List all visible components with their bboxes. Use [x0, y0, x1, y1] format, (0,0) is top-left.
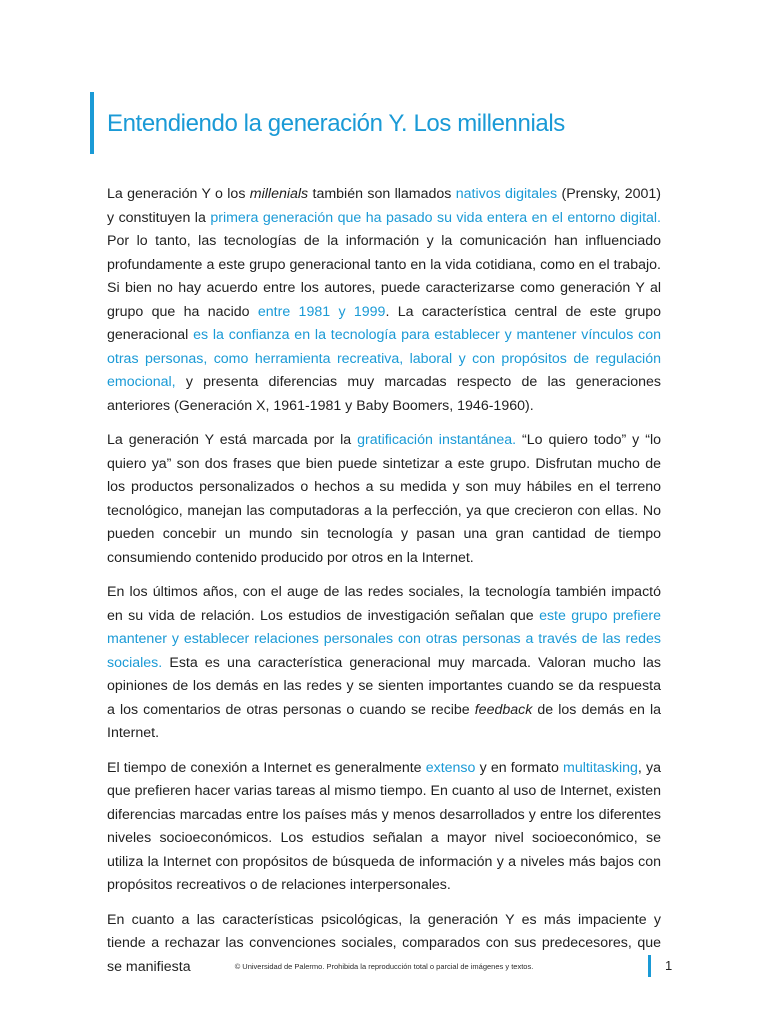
page-title: Entendiendo la generación Y. Los millennials: [107, 110, 565, 137]
text-run: y en formato: [475, 759, 563, 776]
text-run: también son llamados: [308, 186, 456, 202]
text-run: “Lo quiero todo” y “lo quiero ya” son dos frases que bien puede sintetizar a este grupo. Disfrutan mucho de los productos personalizados o hechos a su medida y son muy hábiles en el terreno tecnológico, manejan las computadoras a la perfección, ya que crecieron con ellas. No pueden concebir un mundo sin tecnología y pasan una gran cantidad de tiempo consumiendo contenido producido por otros en la Internet.: [107, 432, 661, 566]
emphasis-text: feedback: [474, 701, 533, 718]
text-run: El tiempo de conexión a Internet es generalmente: [107, 759, 426, 776]
text-run: y presenta diferencias muy marcadas respecto de las generaciones anteriores (Generación X, 1961-1981 y Baby Boomers, 1946-1960).: [107, 374, 661, 414]
highlight-text: gratificación instantánea.: [357, 432, 517, 448]
text-run: La generación Y está marcada por la: [107, 432, 358, 448]
text-run: , ya que prefieren hacer varias tareas al mismo tiempo. En cuanto al uso de Internet, existen diferencias marcadas entre los países más y menos desarrollados y entre los diferentes niveles socioeconómicos. Los estudios señalan a mayor nivel socioeconómico, se utiliza la Internet con propósitos de búsqueda de información y a niveles más bajos con propósitos recreativos o de relaciones interpersonales.: [107, 759, 661, 893]
highlight-text: primera generación que ha pasado su vida entera en el entorno digital.: [210, 209, 662, 226]
highlight-text: nativos digitales: [455, 186, 558, 202]
highlight-text: extenso: [425, 759, 476, 776]
title-accent-bar: [90, 92, 94, 154]
paragraph-1: [107, 183, 661, 418]
footer-copyright: © Universidad de Palermo. Prohibida la reproducción total o parcial de imágenes y textos.: [234, 962, 534, 971]
highlight-text: este grupo prefiere mantener y establecer relaciones personales con otras personas a través de las redes sociales.: [107, 607, 661, 671]
text-run: La generación Y o los: [107, 186, 250, 202]
document-body: [107, 183, 661, 990]
paragraph-4: [107, 757, 661, 898]
text-run: Por lo tanto, las tecnologías de la información y la comunicación han influenciado profundamente a este grupo generacional tanto en la vida cotidiana, como en el trabajo. Si bien no hay acuerdo entre los autores, puede caracterizarse como generación Y al grupo que ha nacido: [107, 233, 661, 320]
text-run: (Prensky, 2001) y constituyen la: [107, 186, 661, 226]
text-run: En cuanto a las características psicológicas, la generación Y es más impaciente y tiende a rechazar las convenciones sociales, comparados con sus predecesores, que se manifiesta: [107, 911, 661, 975]
page-number-accent-bar: [648, 955, 651, 977]
text-run: Esta es una característica generacional muy marcada. Valoran mucho las opiniones de los demás en las redes y se sienten importantes cuando se da respuesta a los comentarios de otras personas o cuando se recibe: [107, 654, 661, 718]
text-run: de los demás en la Internet.: [107, 701, 661, 741]
paragraph-2: [107, 429, 661, 570]
highlight-text: es la confianza en la tecnología para establecer y mantener vínculos con otras personas, como herramienta recreativa, laboral y con propósitos de regulación emocional,: [107, 327, 661, 390]
highlight-text: entre 1981 y 1999: [257, 303, 386, 320]
text-run: En los últimos años, con el auge de las redes sociales, la tecnología también impactó en su vida de relación. Los estudios de investigación señalan que: [107, 584, 661, 624]
emphasis-text: millenials: [249, 186, 309, 202]
paragraph-3: [107, 581, 661, 746]
highlight-text: multitasking: [563, 759, 638, 776]
page-number: 1: [665, 958, 673, 973]
text-run: . La característica central de este grupo generacional: [107, 303, 661, 343]
